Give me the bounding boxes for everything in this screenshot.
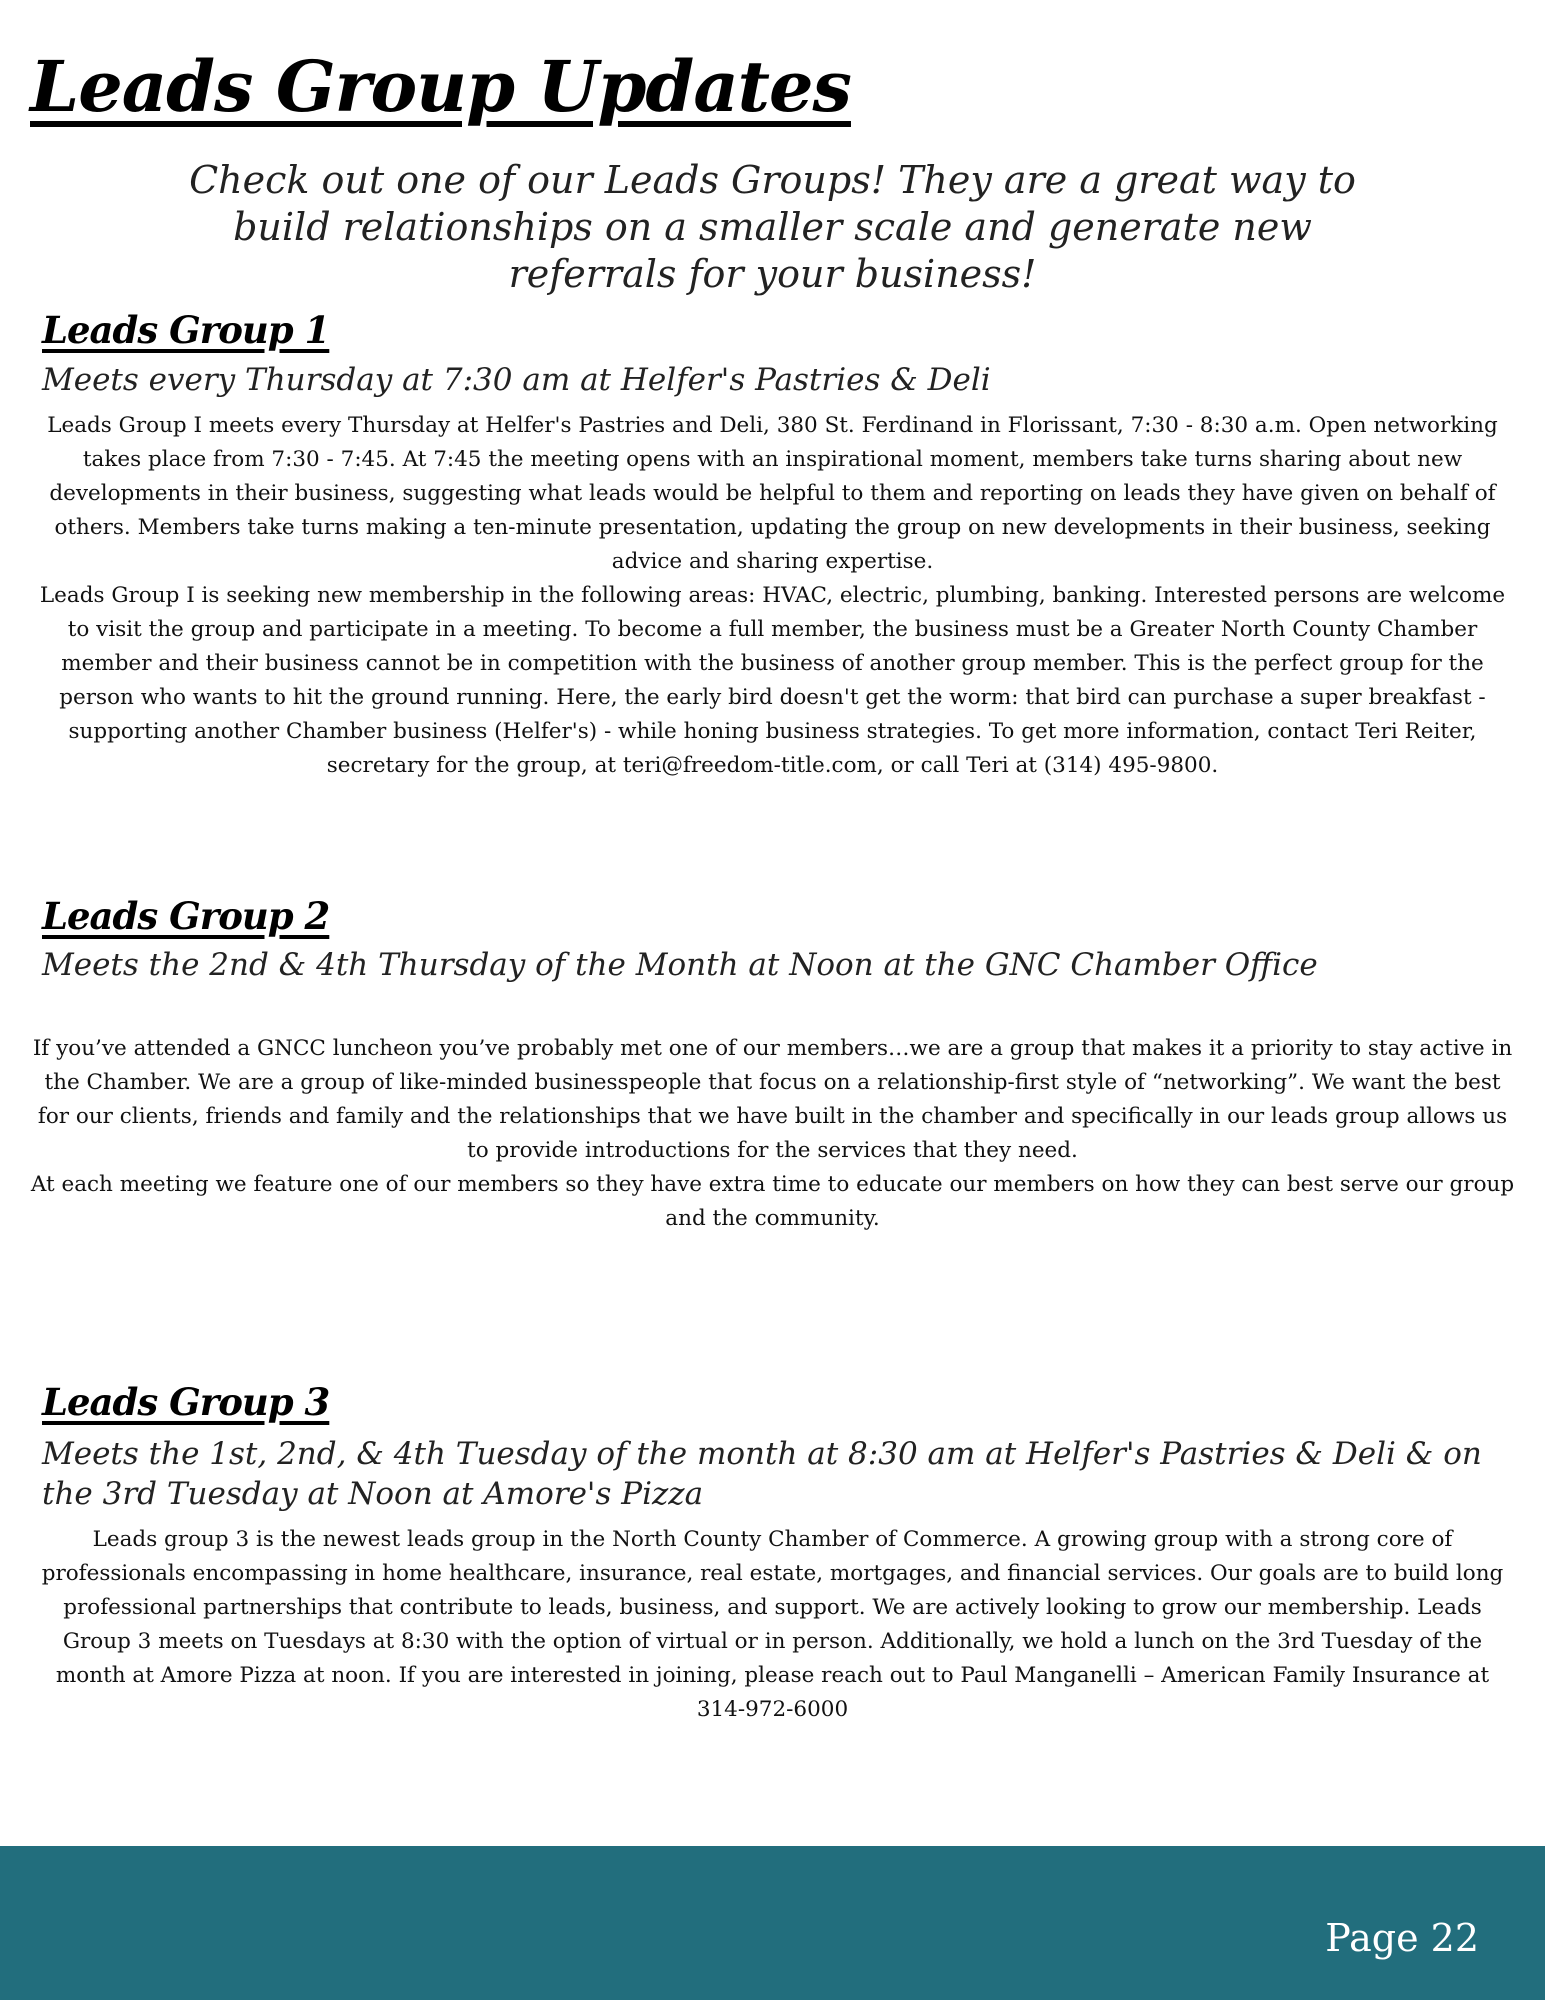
page-number: Page 22 [1325, 1916, 1479, 1960]
group-2-heading: Leads Group 2 [42, 894, 330, 938]
group-3-paragraph-1: Leads group 3 is the newest leads group in the North County Chamber of Commerce. A growing group with a strong core of professionals encompassing in home healthcare, insurance, real estate, mortgages, and financial services. Our goals are to build long professional partnerships that contribute to leads, business, and support. We are actively looking to grow our membership. Leads Group 3 meets on Tuesdays at 8:30 with the option of virtual or in person. Additionally, we hold a lunch on the 3rd Tuesday of the month at Amore Pizza at noon. If you are interested in joining, please reach out to Paul Manganelli – American Family Insurance at 314-972-6000 [41, 1527, 1504, 1722]
group-1-paragraph-1: Leads Group I meets every Thursday at Helfer's Pastries and Deli, 380 St. Ferdinand in Florissant, 7:30 - 8:30 a.m. Open networking takes place from 7:30 - 7:45. At 7:45 the meeting opens with an inspirational moment, members take turns sharing about new developments in their business, suggesting what leads would be helpful to them and reporting on leads they have given on behalf of others. Members take turns making a ten-minute presentation, updating the group on new developments in their business, seeking advice and sharing expertise. [47, 413, 1498, 574]
group-1-description [30, 409, 1515, 783]
group-2-paragraph-2: At each meeting we feature one of our members so they have extra time to educate our members on how they can best serve our group and the community. [30, 1172, 1515, 1231]
group-2-description [30, 1032, 1515, 1236]
footer-bar [0, 1846, 1545, 2000]
group-2-meeting-info: Meets the 2nd & 4th Thursday of the Month at Noon at the GNC Chamber Office [42, 947, 1318, 983]
group-1-heading: Leads Group 1 [42, 308, 330, 352]
group-1-meeting-info: Meets every Thursday at 7:30 am at Helfer's Pastries & Deli [42, 362, 991, 398]
group-1-paragraph-2: Leads Group I is seeking new membership in the following areas: HVAC, electric, plumbing, banking. Interested persons are welcome to visit the group and participate in a meeting. To become a full member, the business must be a Greater North County Chamber member and their business cannot be in competition with the business of another group member. This is the perfect group for the person who wants to hit the ground running. Here, the early bird doesn't get the worm: that bird can purchase a super breakfast - supporting another Chamber business (Helfer's) - while honing business strategies. To get more information, contact Teri Reiter, secretary for the group, at teri@freedom-title.com, or call Teri at (314) 495-9800. [39, 583, 1506, 778]
group-3-description [30, 1523, 1515, 1727]
intro-text: Check out one of our Leads Groups! They are a great way to build relationships on a smaller scale and generate new referrals for your business! [189, 158, 1356, 296]
group-3-meeting-info: Meets the 1st, 2nd, & 4th Tuesday of the month at 8:30 am at Helfer's Pastries & Deli & on the 3rd Tuesday at Noon at Amore's Pizza [42, 1436, 1482, 1512]
page-title: Leads Group Updates [30, 45, 851, 128]
group-2-paragraph-1: If you’ve attended a GNCC luncheon you’ve probably met one of our members…we are a group that makes it a priority to stay active in the Chamber. We are a group of like-minded businesspeople that focus on a relationship-first style of “networking”. We want the best for our clients, friends and family and the relationships that we have built in the chamber and specifically in our leads group allows us to provide introductions for the services that they need. [32, 1036, 1513, 1163]
group-3-heading: Leads Group 3 [42, 1380, 330, 1424]
